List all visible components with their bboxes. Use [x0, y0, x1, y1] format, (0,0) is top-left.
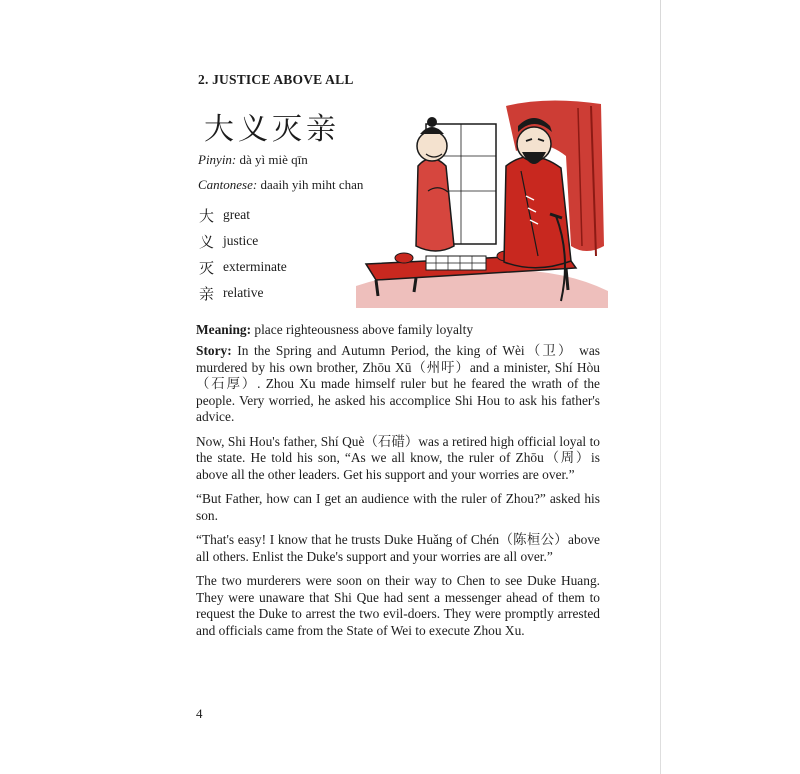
story-paragraph: “That's easy! I know that he trusts Duke Huǎng of Chén（陈桓公）above all others. Enlist the Duke's support and your worries are all over.” [196, 532, 600, 564]
glossary-character: 亲 [199, 284, 215, 303]
glossary-meaning: great [223, 207, 250, 222]
meaning-label: Meaning: [196, 322, 252, 337]
story-text: In the Spring and Autumn Period, the king of Wèi（卫） was murdered by his own brother, Zhōu Xū（州吁）and a minister, Shí Hòu（石厚）. Zhou Xu made himself ruler but he feared the wrath of the people. Very worried, he asked his accomplice Shi Hou to ask his father's advice. [196, 343, 600, 424]
story-label: Story: [196, 343, 232, 358]
glossary-row [199, 254, 287, 280]
cantonese-value: daaih yih miht chan [260, 177, 364, 192]
glossary-meaning: relative [223, 285, 264, 300]
two-men-at-game-table-illustration [356, 96, 608, 308]
glossary-row [199, 280, 287, 306]
glossary-meaning: exterminate [223, 259, 287, 274]
cantonese-label: Cantonese: [198, 177, 258, 192]
story-paragraph: “But Father, how can I get an audience with the ruler of Zhou?” asked his son. [196, 491, 600, 523]
cantonese-line [198, 177, 363, 193]
glossary-character: 义 [199, 232, 215, 251]
character-glossary [199, 202, 287, 306]
glossary-row [199, 202, 287, 228]
meaning-text: place righteousness above family loyalty [251, 322, 474, 337]
story-paragraph: Now, Shi Hou's father, Shí Què（石碏）was a retired high official loyal to the state. He told his son, “As we all know, the ruler of Zhōu（周）is above all the other leaders. Get his support and your worries are over.” [196, 433, 600, 482]
meaning-paragraph [196, 322, 600, 339]
section-title: 2. JUSTICE ABOVE ALL [198, 72, 354, 87]
pinyin-line [198, 152, 308, 168]
glossary-row [199, 228, 287, 254]
pinyin-label: Pinyin: [198, 152, 237, 167]
pinyin-value: dà yì miè qīn [239, 152, 308, 167]
idiom-characters: 大义灭亲 [204, 112, 340, 147]
story-paragraph [196, 343, 600, 426]
book-page [196, 0, 606, 774]
page-edge [660, 0, 661, 774]
page-number: 4 [196, 706, 203, 721]
glossary-meaning: justice [223, 233, 259, 248]
glossary-character: 灭 [199, 258, 215, 277]
story-section [196, 343, 600, 647]
story-paragraph: The two murderers were soon on their way to Chen to see Duke Huang. They were unaware that Shi Que had sent a messenger ahead of them to request the Duke to arrest the two evil-doers. They were promptly arrested and officials came from the State of Wei to execute Zhou Xu. [196, 573, 600, 638]
glossary-character: 大 [199, 206, 215, 225]
